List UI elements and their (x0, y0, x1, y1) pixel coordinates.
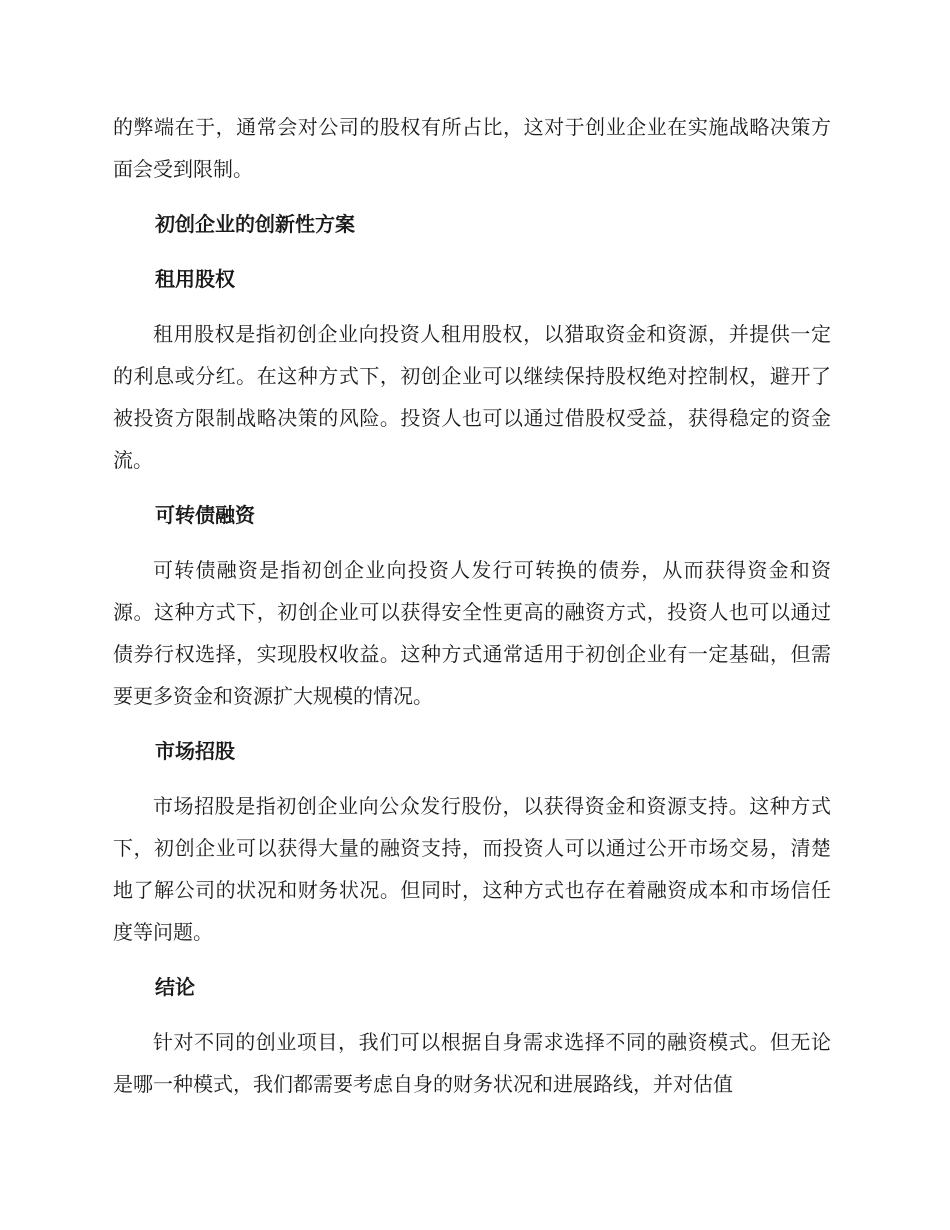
heading-convertible-bond: 可转债融资 (155, 503, 255, 527)
document-body (113, 106, 831, 1105)
paragraph-convertible-bond: 可转债融资是指初创企业向投资人发行可转换的债券，从而获得资金和资源。这种方式下，初创企业可以获得安全性更高的融资方式，投资人也可以通过债券行权选择，实现股权收益。这种方式通常适用于初创企业有一定基础，但需要更多资金和资源扩大规模的情况。 (113, 558, 831, 708)
section-heading-innovative-solutions: 初创企业的创新性方案 (155, 212, 355, 236)
intro-paragraph: 的弊端在于，通常会对公司的股权有所占比，这对于创业企业在实施战略决策方面会受到限制。 (113, 115, 831, 181)
paragraph-public-offering: 市场招股是指初创企业向公众发行股份，以获得资金和资源支持。这种方式下，初创企业可以获得大量的融资支持，而投资人可以通过公开市场交易，清楚地了解公司的状况和财务状况。但同时，这种方式也存在着融资成本和市场信任度等问题。 (113, 794, 831, 944)
heading-public-offering: 市场招股 (155, 739, 235, 763)
paragraph-conclusion: 针对不同的创业项目，我们可以根据自身需求选择不同的融资模式。但无论是哪一种模式，我们都需要考虑自身的财务状况和进展路线，并对估值 (113, 1030, 831, 1096)
heading-rent-equity: 租用股权 (155, 267, 235, 291)
heading-conclusion: 结论 (155, 975, 195, 999)
paragraph-rent-equity: 租用股权是指初创企业向投资人租用股权，以猎取资金和资源，并提供一定的利息或分红。在这种方式下，初创企业可以继续保持股权绝对控制权，避开了被投资方限制战略决策的风险。投资人也可以通过借股权受益，获得稳定的资金流。 (113, 322, 831, 472)
